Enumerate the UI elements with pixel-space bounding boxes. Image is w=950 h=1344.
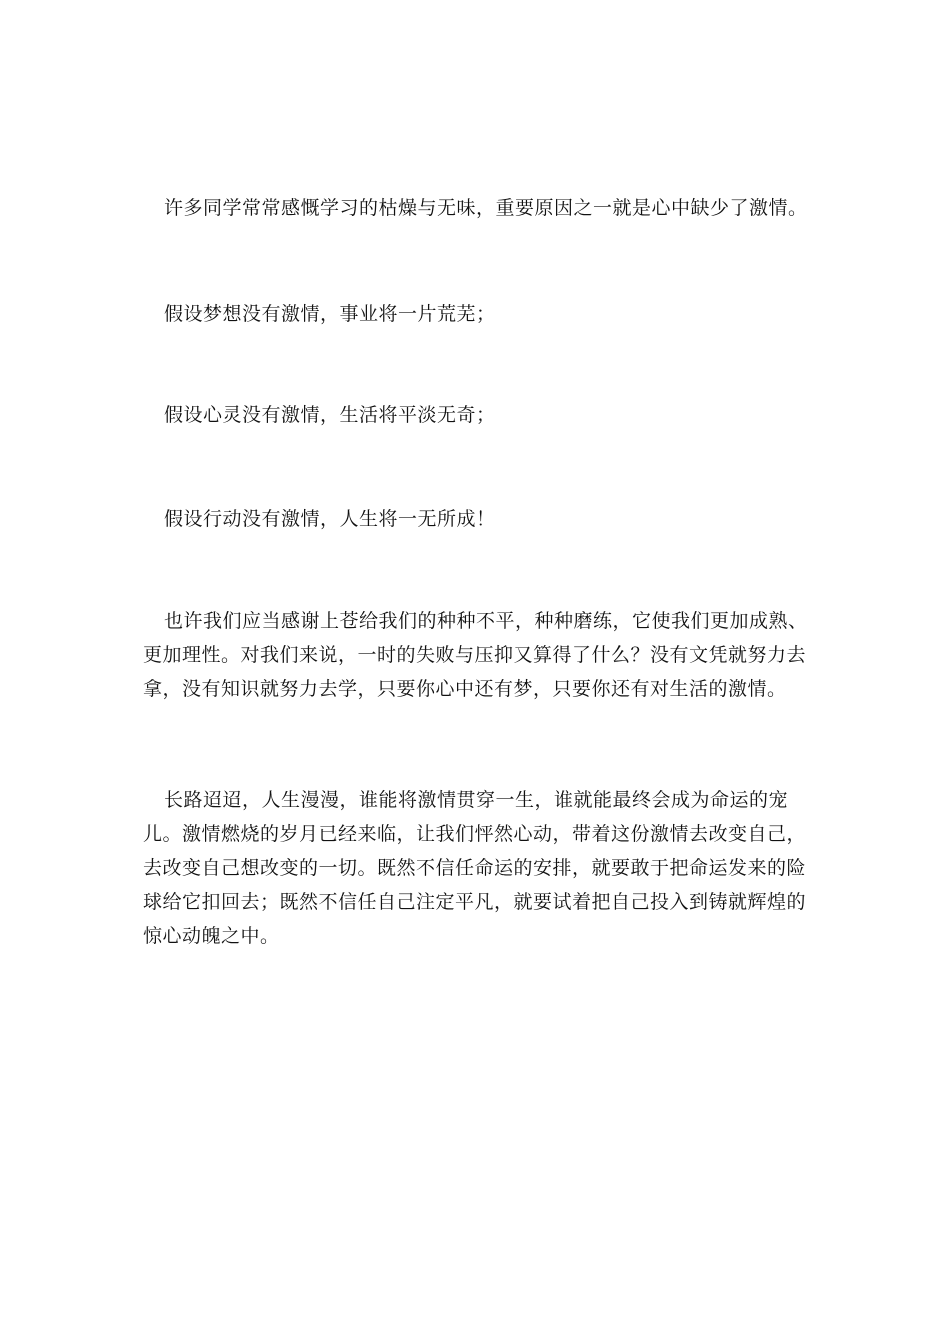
paragraph-dream: 假设梦想没有激情，事业将一片荒芜；	[164, 303, 496, 325]
paragraph-soul: 假设心灵没有激情，生活将平淡无奇；	[164, 404, 496, 426]
paragraph-intro: 许多同学常常感慨学习的枯燥与无味，重要原因之一就是心中缺少了激情。	[164, 197, 808, 219]
paragraph-action: 假设行动没有激情，人生将一无所成！	[164, 508, 496, 530]
paragraph-long-road: 长路迢迢，人生漫漫，谁能将激情贯穿一生，谁就能最终会成为命运的宠儿。激情燃烧的岁月已经来临，让我们怦然心动，带着这份激情去改变自己，去改变自己想改变的一切。既然不信任命运的安排，就要敢于把命运发来的险球给它扣回去；既然不信任自己注定平凡，就要试着把自己投入到铸就辉煌的惊心动魄之中。	[143, 789, 807, 947]
paragraph-gratitude: 也许我们应当感谢上苍给我们的种种不平，种种磨练，它使我们更加成熟、更加理性。对我们来说，一时的失败与压抑又算得了什么？没有文凭就努力去拿，没有知识就努力去学，只要你心中还有梦，只要你还有对生活的激情。	[143, 610, 808, 700]
